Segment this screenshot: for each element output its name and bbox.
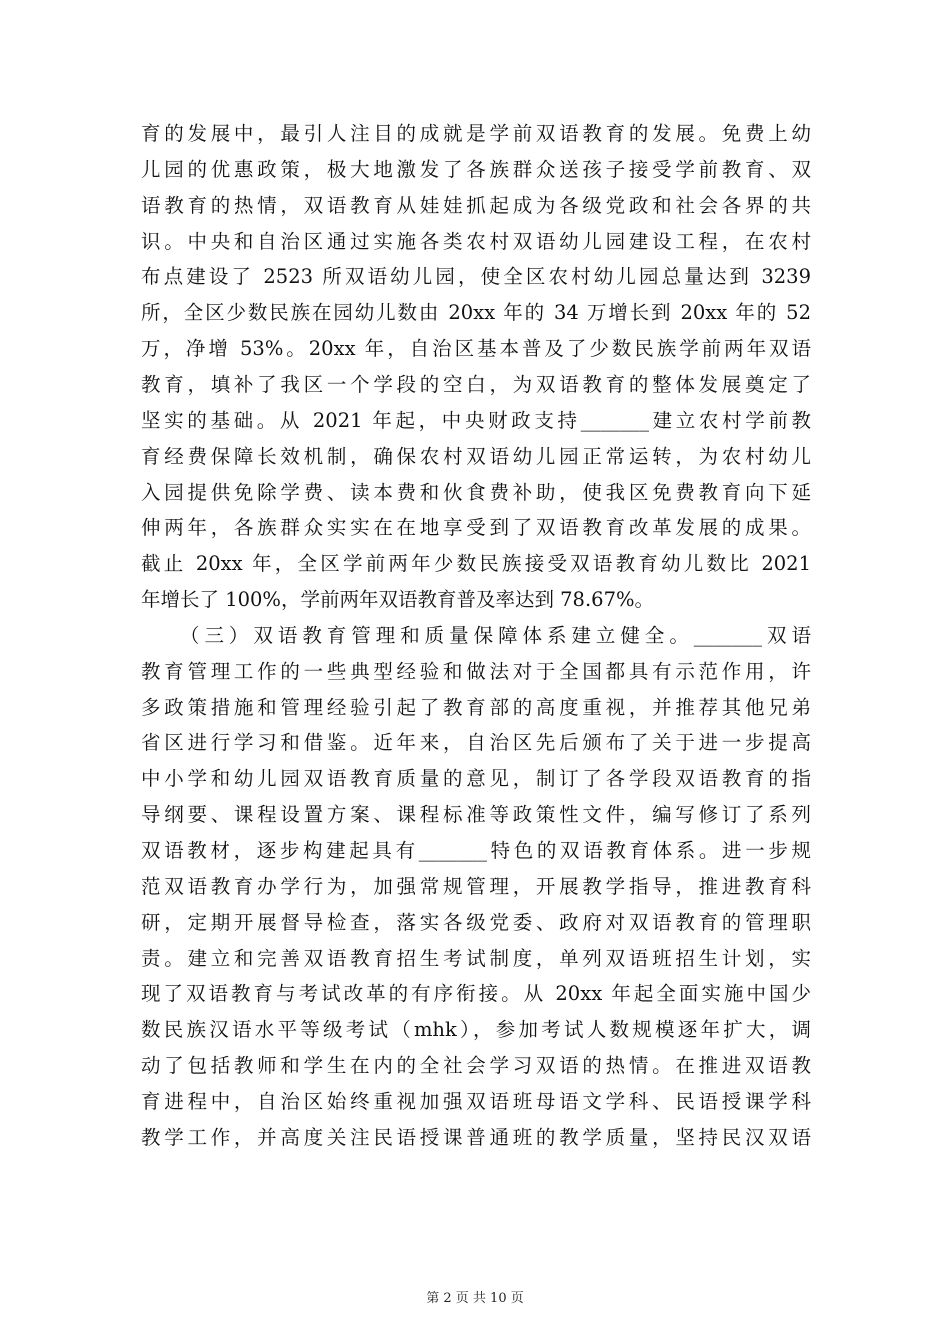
text-line: 数民族汉语水平等级考试（mhk），参加考试人数规模逐年扩大，调 (141, 1018, 811, 1042)
text-line: 伸两年，各族群众实实在在地享受到了双语教育改革发展的成果。 (141, 516, 811, 540)
text-line: 教育，填补了我区一个学段的空白，为双语教育的整体发展奠定了 (141, 372, 811, 396)
text-line: 责。建立和完善双语教育招生考试制度，单列双语班招生计划，实 (141, 946, 811, 970)
text-line: 识。中央和自治区通过实施各类农村双语幼儿园建设工程，在农村 (141, 229, 811, 253)
text-line: 所，全区少数民族在园幼儿数由 20xx 年的 34 万增长到 20xx 年的 52 (141, 301, 811, 325)
text-line: 截止 20xx 年，全区学前两年少数民族接受双语教育幼儿数比 2021 (141, 552, 811, 576)
text-line: 范双语教育办学行为，加强常规管理，开展教学指导，推进教育科 (141, 874, 811, 898)
page-number: 第 2 页 共 10 页 (426, 1291, 524, 1306)
text-line: 教育管理工作的一些典型经验和做法对于全国都具有示范作用，许 (141, 659, 811, 683)
text-line: 教学工作，并高度关注民语授课普通班的教学质量，坚持民汉双语 (141, 1125, 811, 1149)
text-line: 育的发展中，最引人注目的成就是学前双语教育的发展。免费上幼 (141, 122, 811, 145)
text-line: 坚实的基础。从 2021 年起，中央财政支持_______建立农村学前教 (141, 408, 811, 432)
text-line: （三）双语教育管理和质量保障体系建立健全。_______双语 (180, 623, 811, 647)
text-line: 现了双语教育与考试改革的有序衔接。从 20xx 年起全面实施中国少 (141, 982, 811, 1006)
text-line: 年增长了 100%，学前两年双语教育普及率达到 78.67%。 (141, 588, 654, 612)
text-line: 省区进行学习和借鉴。近年来，自治区先后颁布了关于进一步提高 (141, 731, 811, 755)
text-line: 儿园的优惠政策，极大地激发了各族群众送孩子接受学前教育、双 (141, 157, 811, 181)
text-line: 入园提供免除学费、读本费和伙食费补助，使我区免费教育向下延 (141, 480, 811, 504)
text-line: 育进程中，自治区始终重视加强双语班母语文学科、民语授课学科 (141, 1089, 811, 1113)
text-line: 万，净增 53%。20xx 年，自治区基本普及了少数民族学前两年双语 (141, 337, 811, 361)
text-line: 双语教材，逐步构建起具有_______特色的双语教育体系。进一步规 (141, 839, 811, 862)
text-line: 布点建设了 2523 所双语幼儿园，使全区农村幼儿园总量达到 3239 (141, 265, 811, 289)
text-line: 导纲要、课程设置方案、课程标准等政策性文件，编写修订了系列 (141, 803, 811, 827)
text-line: 中小学和幼儿园双语教育质量的意见，制订了各学段双语教育的指 (141, 767, 811, 791)
text-line: 动了包括教师和学生在内的全社会学习双语的热情。在推进双语教 (141, 1054, 811, 1078)
text-line: 多政策措施和管理经验引起了教育部的高度重视，并推荐其他兄弟 (141, 695, 811, 719)
text-line: 研，定期开展督导检查，落实各级党委、政府对双语教育的管理职 (141, 910, 811, 934)
text-line: 语教育的热情，双语教育从娃娃抓起成为各级党政和社会各界的共 (141, 193, 811, 217)
text-line: 育经费保障长效机制，确保农村双语幼儿园正常运转，为农村幼儿 (141, 444, 811, 468)
